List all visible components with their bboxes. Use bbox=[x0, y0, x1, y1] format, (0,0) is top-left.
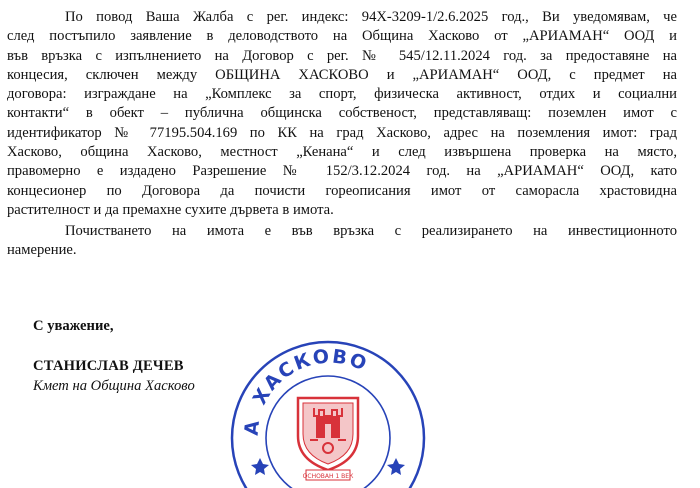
signer-title: Кмет на Община Хасково bbox=[33, 378, 195, 394]
text-line: идентификатор № 77195.504.169 по КК на град Хасково, адрес на поземления имот: град bbox=[7, 124, 677, 141]
text-line: договора: изграждане на „Комплекс за спорт, физическа активност, отдих и социални bbox=[7, 86, 677, 103]
text-line: намерение. bbox=[7, 242, 77, 259]
text-line: концесия, сключен между ОБЩИНА ХАСКОВО и „АРИАМАН“ ООД, с предмет на bbox=[7, 66, 677, 83]
official-stamp bbox=[228, 328, 428, 488]
paragraph-second bbox=[7, 222, 677, 261]
paragraph-main bbox=[7, 8, 677, 220]
text-line: По повод Ваша Жалба с рег. индекс: 94Х-3209-1/2.6.2025 год., Ви уведомявам, че bbox=[65, 9, 677, 25]
signer-name: СТАНИСЛАВ ДЕЧЕВ bbox=[33, 358, 184, 374]
crest-label: ОСНОВАН 1 ВЕК bbox=[302, 473, 354, 480]
crest-icon bbox=[298, 398, 358, 470]
text-line: контакти“ в обект – публична общинска собственост, представляващ: поземлен имот с bbox=[7, 105, 677, 122]
text-line: след постъпило заявление в деловодството на Община Хасково от „АРИАМАН“ ООД и bbox=[7, 28, 677, 45]
stamp-ring-text: АХАСКОВО bbox=[240, 345, 372, 437]
closing-salutation: С уважение, bbox=[33, 318, 114, 334]
text-line: Хасково, община Хасково, местност „Кенана“ и след извършена проверка на място, bbox=[7, 144, 677, 161]
text-line: във връзка с изпълнението на Договор с рег. № 545/12.11.2024 год. за предоставяне на bbox=[7, 47, 677, 64]
text-line: растителност и да премахне сухите дървета в имота. bbox=[7, 201, 334, 218]
text-line: правомерно е издадено Разрешение № 152/3.12.2024 год. на „АРИАМАН“ ООД, като bbox=[7, 163, 677, 180]
text-line: Почистването на имота е във връзка с реализирането на инвестиционното bbox=[65, 223, 677, 239]
stamp-seal-icon bbox=[228, 328, 428, 488]
text-line: концесионер по Договора да почисти гореописания имот от саморасла храстовидна bbox=[7, 182, 677, 199]
